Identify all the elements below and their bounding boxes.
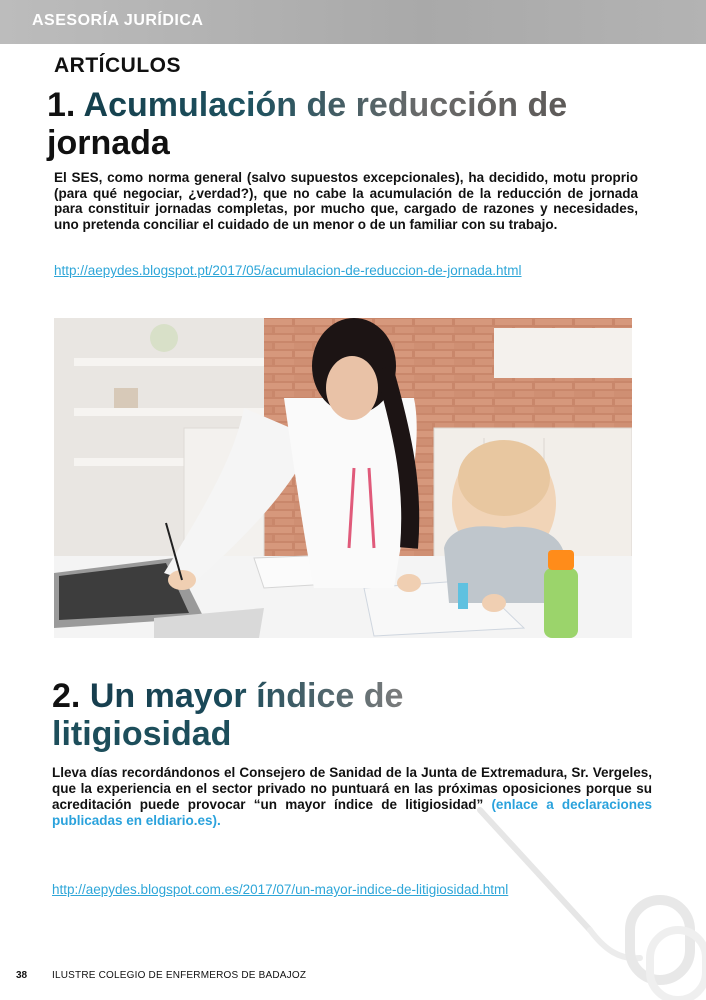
stethoscope-icon — [470, 800, 706, 1000]
article2-title-line1: Un mayor índice de — [89, 677, 404, 715]
article1-link[interactable]: http://aepydes.blogspot.pt/2017/05/acumulacion-de-reduccion-de-jornada.html — [54, 263, 522, 278]
article-photo — [54, 318, 632, 638]
page-number: 38 — [16, 970, 28, 981]
article2-link[interactable]: http://aepydes.blogspot.com.es/2017/07/un-mayor-indice-de-litigiosidad.html — [52, 882, 509, 897]
article2-inline-link[interactable]: (enlace a declaraciones publicadas en eldiario.es). — [52, 797, 652, 828]
article1-title — [47, 86, 687, 162]
article2-title-line2: litigiosidad — [52, 715, 232, 753]
stethoscope-decoration — [470, 800, 706, 1000]
mother-baby-photo — [54, 318, 632, 638]
article1-body: El SES, como norma general (salvo supuestos excepcionales), ha decidido, motu proprio (para qué negociar, ¿verdad?), que no cabe la acumulación de la reducción de jornada para constituir jornadas completas, por mucho que, cargado de razones y necesidades, uno pretenda conciliar el cuidado de un menor o de un familiar con su trabajo. — [54, 170, 638, 232]
publication-name: ILUSTRE COLEGIO DE ENFERMEROS DE BADAJOZ — [52, 970, 307, 981]
article2-number: 2. — [52, 677, 81, 715]
article2-body-text: Lleva días recordándonos el Consejero de Sanidad de la Junta de Extremadura, Sr. Vergeles, que la experiencia en el sector privado no puntuará en las próximas oposiciones porque su acreditación puede provocar “un mayor índice de litigiosidad” — [52, 765, 652, 812]
page-kicker: ARTÍCULOS — [54, 54, 181, 77]
article1-number: 1. — [47, 86, 76, 124]
article1-title-line2: jornada — [47, 124, 170, 162]
section-label: ASESORÍA JURÍDICA — [32, 12, 204, 29]
article2-title — [52, 677, 652, 753]
article1-title-line1: Acumulación de reducción de — [83, 86, 568, 124]
